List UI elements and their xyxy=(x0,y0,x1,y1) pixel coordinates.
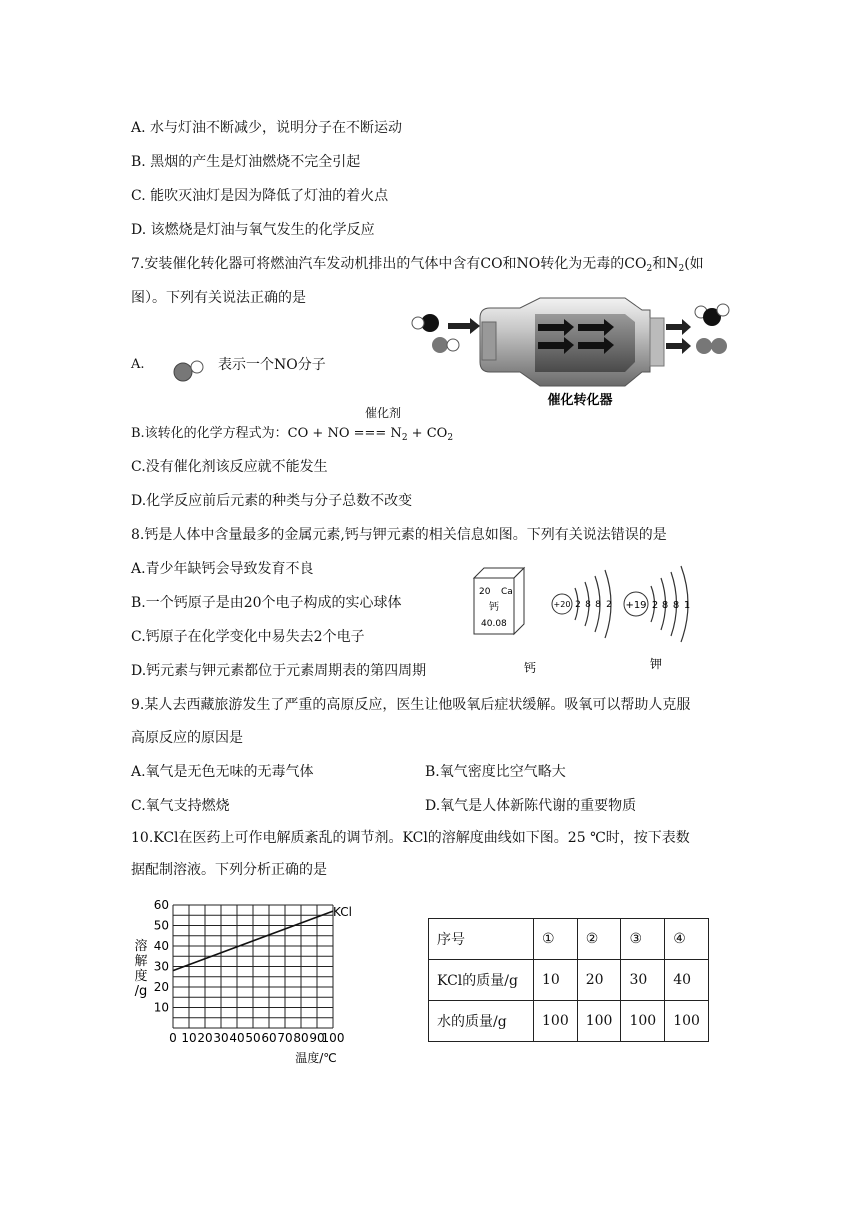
q6-option-d: D. 该燃烧是灯油与氧气发生的化学反应 xyxy=(131,222,375,238)
table-cell: 10 xyxy=(534,960,578,1001)
chart-grid xyxy=(173,905,333,1028)
q9-option-d: D.氧气是人体新陈代谢的重要物质 xyxy=(425,798,637,814)
q9-option-c: C.氧气支持燃烧 xyxy=(131,798,230,814)
table-row xyxy=(429,1001,709,1042)
y-label-char: 溶 xyxy=(134,939,148,954)
x-tick-label: 80 xyxy=(293,1031,309,1045)
q7-stem-part1: 7.安装催化转化器可将燃油汽车发动机排出的气体中含有CO和NO转化为无毒的CO xyxy=(131,256,647,272)
table-cell: 100 xyxy=(621,1001,665,1042)
chart-y-label xyxy=(134,938,147,999)
ca-atomic-number: 20 xyxy=(479,587,491,597)
x-tick-label: 90 xyxy=(309,1031,325,1045)
caption-ca: 钙 xyxy=(523,661,537,675)
q7-option-c: C.没有催化剂该反应就不能发生 xyxy=(131,459,328,475)
q7-figure-caption: 催化转化器 xyxy=(547,393,613,408)
series-label-kcl: KCl xyxy=(333,905,352,919)
table-header-cell: ② xyxy=(577,919,621,960)
y-tick-label: 60 xyxy=(153,898,169,912)
k-shell-1: 2 xyxy=(651,600,659,611)
q8-option-a: A.青少年缺钙会导致发育不良 xyxy=(131,561,314,577)
x-tick-label: 0 xyxy=(169,1031,177,1045)
caption-k: 钾 xyxy=(649,657,663,671)
x-tick-label: 10 xyxy=(181,1031,197,1045)
table-cell: 30 xyxy=(621,960,665,1001)
co-molecule-icon xyxy=(172,358,206,384)
y-label-char: /g xyxy=(134,984,148,999)
q7-stem-line2: 图）。下列有关说法正确的是 xyxy=(131,290,306,306)
catalyst-label: 催化剂 xyxy=(365,406,402,420)
q7-option-b-prefix: B.该转化的化学方程式为：CO + NO === N xyxy=(131,426,402,441)
y-label-char: 度 xyxy=(134,969,148,984)
ca-shell-2: 8 xyxy=(585,600,591,610)
q7-option-b-sub1: 2 xyxy=(401,433,408,443)
table-header-row xyxy=(429,919,709,960)
catalytic-converter-figure xyxy=(410,296,735,414)
q6-option-c: C. 能吹灭油灯是因为降低了灯油的着火点 xyxy=(131,188,389,204)
q9-stem-line2: 高原反应的原因是 xyxy=(131,730,243,746)
ca-mass: 40.08 xyxy=(481,619,507,629)
q7-option-d: D.化学反应前后元素的种类与分子总数不改变 xyxy=(131,493,413,509)
q10-stem-line2: 据配制溶液。下列分析正确的是 xyxy=(131,862,327,878)
q7-option-a-prefix: A. xyxy=(131,357,145,372)
table-row-label: KCl的质量/g xyxy=(429,960,534,1001)
q6-option-a: A. 水与灯油不断减少，说明分子在不断运动 xyxy=(131,120,403,136)
y-label-char: 解 xyxy=(134,954,148,969)
k-shell-3: 8 xyxy=(672,600,680,611)
table-header-cell: ① xyxy=(534,919,578,960)
kcl-solubility-chart xyxy=(128,895,368,1070)
chart-ticks xyxy=(154,898,345,1045)
k-shell-4: 1 xyxy=(683,600,691,611)
q8-option-b: B.一个钙原子是由20个电子构成的实心球体 xyxy=(131,595,402,611)
table-cell: 100 xyxy=(577,1001,621,1042)
q8-option-c: C.钙原子在化学变化中易失去2个电子 xyxy=(131,629,365,645)
q10-stem-line1: 10.KCl在医药上可作电解质紊乱的调节剂。KCl的溶解度曲线如下图。25 ℃时，按下表数 xyxy=(131,830,690,846)
q7-option-b-sub2: 2 xyxy=(447,433,454,443)
q6-option-b: B. 黑烟的产生是灯油燃烧不完全引起 xyxy=(131,154,361,170)
x-tick-label: 20 xyxy=(197,1031,213,1045)
y-tick-label: 20 xyxy=(153,980,169,994)
q8-stem: 8.钙是人体中含量最多的金属元素,钙与钾元素的相关信息如图。下列有关说法错误的是 xyxy=(131,527,667,543)
y-tick-label: 10 xyxy=(153,1000,169,1015)
ca-shell-3: 8 xyxy=(595,600,601,610)
q7-stem-part3: (如 xyxy=(684,256,704,272)
ca-shell-4: 2 xyxy=(606,600,612,610)
q7-stem-sub1: 2 xyxy=(646,264,653,274)
q7-option-a-text: 表示一个NO分子 xyxy=(218,357,326,373)
table-cell: 20 xyxy=(577,960,621,1001)
ca-shell-1: 2 xyxy=(575,600,581,610)
q7-option-b xyxy=(131,424,453,448)
q8-option-d: D.钙元素与钾元素都位于元素周期表的第四周期 xyxy=(131,663,427,679)
q9-option-a: A.氧气是无色无味的无毒气体 xyxy=(131,764,314,780)
q7-stem-sub2: 2 xyxy=(678,264,685,274)
table-cell: 100 xyxy=(534,1001,578,1042)
q9-stem-line1: 9.某人去西藏旅游发生了严重的高原反应，医生让他吸氧后症状缓解。吸氧可以帮助人克服 xyxy=(131,697,691,713)
table-header-cell: 序号 xyxy=(429,919,534,960)
y-tick-label: 30 xyxy=(153,959,169,974)
q7-stem-part2: 和N xyxy=(652,256,679,272)
x-tick-label: 70 xyxy=(277,1031,293,1045)
x-tick-label: 40 xyxy=(229,1031,245,1045)
table-cell: 40 xyxy=(665,960,709,1001)
q7-option-b-mid: + CO xyxy=(407,426,448,441)
ca-nucleus: +20 xyxy=(553,600,571,609)
x-tick-label: 50 xyxy=(245,1031,261,1045)
k-nucleus: +19 xyxy=(625,600,647,611)
x-tick-label: 30 xyxy=(213,1031,229,1045)
q9-option-b: B.氧气密度比空气略大 xyxy=(425,764,566,780)
ca-name: 钙 xyxy=(489,602,499,613)
table-row-label: 水的质量/g xyxy=(429,1001,534,1042)
table-header-cell: ④ xyxy=(665,919,709,960)
table-cell: 100 xyxy=(665,1001,709,1042)
table-row xyxy=(429,960,709,1001)
y-tick-label: 50 xyxy=(153,918,169,933)
x-tick-label: 100 xyxy=(321,1031,345,1045)
q7-stem xyxy=(131,254,704,279)
x-tick-label: 60 xyxy=(261,1031,277,1045)
kcl-data-table xyxy=(428,918,709,1042)
table-header-cell: ③ xyxy=(621,919,665,960)
ca-symbol: Ca xyxy=(501,587,513,597)
k-shell-2: 8 xyxy=(661,600,669,611)
chart-x-label: 温度/℃ xyxy=(295,1051,337,1065)
element-info-figure xyxy=(468,560,708,680)
y-tick-label: 40 xyxy=(153,939,169,953)
